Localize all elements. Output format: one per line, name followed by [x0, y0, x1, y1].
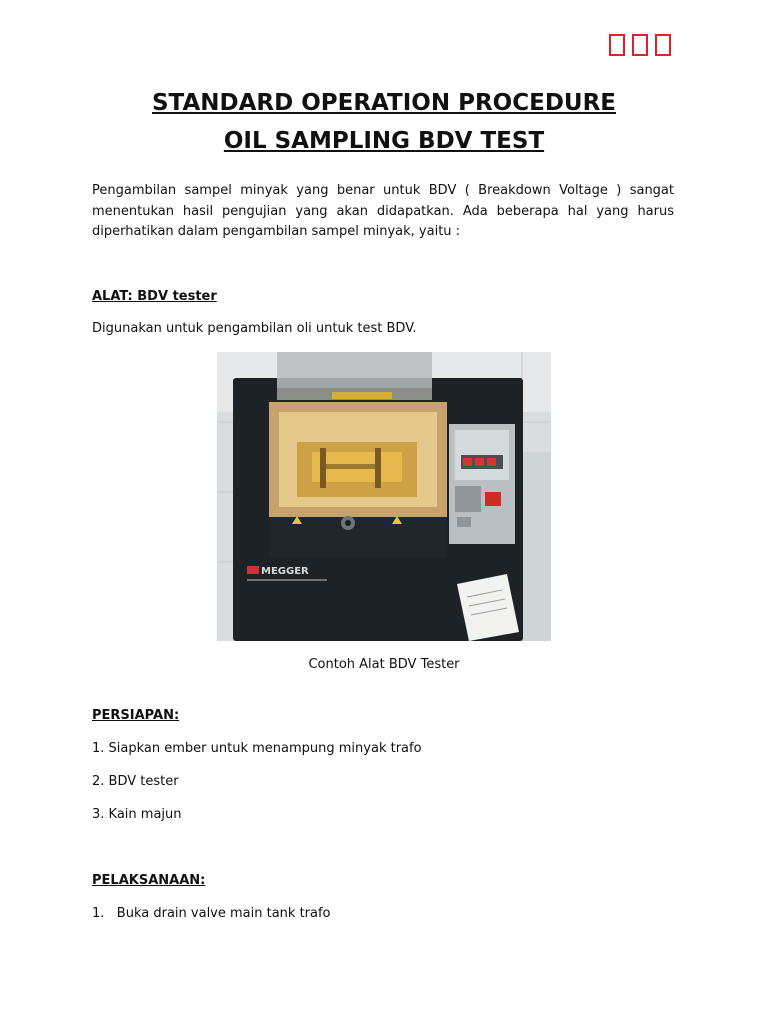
bdv-tester-photo [217, 352, 551, 641]
preparation-heading: PERSIAPAN: [92, 708, 180, 723]
preparation-item: 2. BDV tester [92, 774, 179, 789]
preparation-item: 3. Kain majun [92, 807, 182, 822]
corner-mark-box [632, 34, 648, 56]
corner-marks [609, 34, 671, 56]
corner-mark-box [655, 34, 671, 56]
tool-heading: ALAT: BDV tester [92, 289, 217, 304]
corner-mark-box [609, 34, 625, 56]
brand-label: MEGGER [261, 566, 309, 577]
execution-heading: PELAKSANAAN: [92, 873, 206, 888]
execution-item: 1. Buka drain valve main tank trafo [92, 906, 331, 921]
document-subtitle: OIL SAMPLING BDV TEST [223, 128, 545, 154]
image-caption: Contoh Alat BDV Tester [308, 657, 460, 672]
intro-paragraph: Pengambilan sampel minyak yang benar untuk BDV ( Breakdown Voltage ) sangat menentukan hasil pengujian yang akan didapatkan. Ada beberapa hal yang harus diperhatikan dalam pengambilan sampel minyak, yaitu : [92, 183, 674, 239]
preparation-item: 1. Siapkan ember untuk menampung minyak trafo [92, 741, 422, 756]
document-title: STANDARD OPERATION PROCEDURE [151, 90, 617, 116]
tool-description: Digunakan untuk pengambilan oli untuk test BDV. [92, 321, 417, 336]
